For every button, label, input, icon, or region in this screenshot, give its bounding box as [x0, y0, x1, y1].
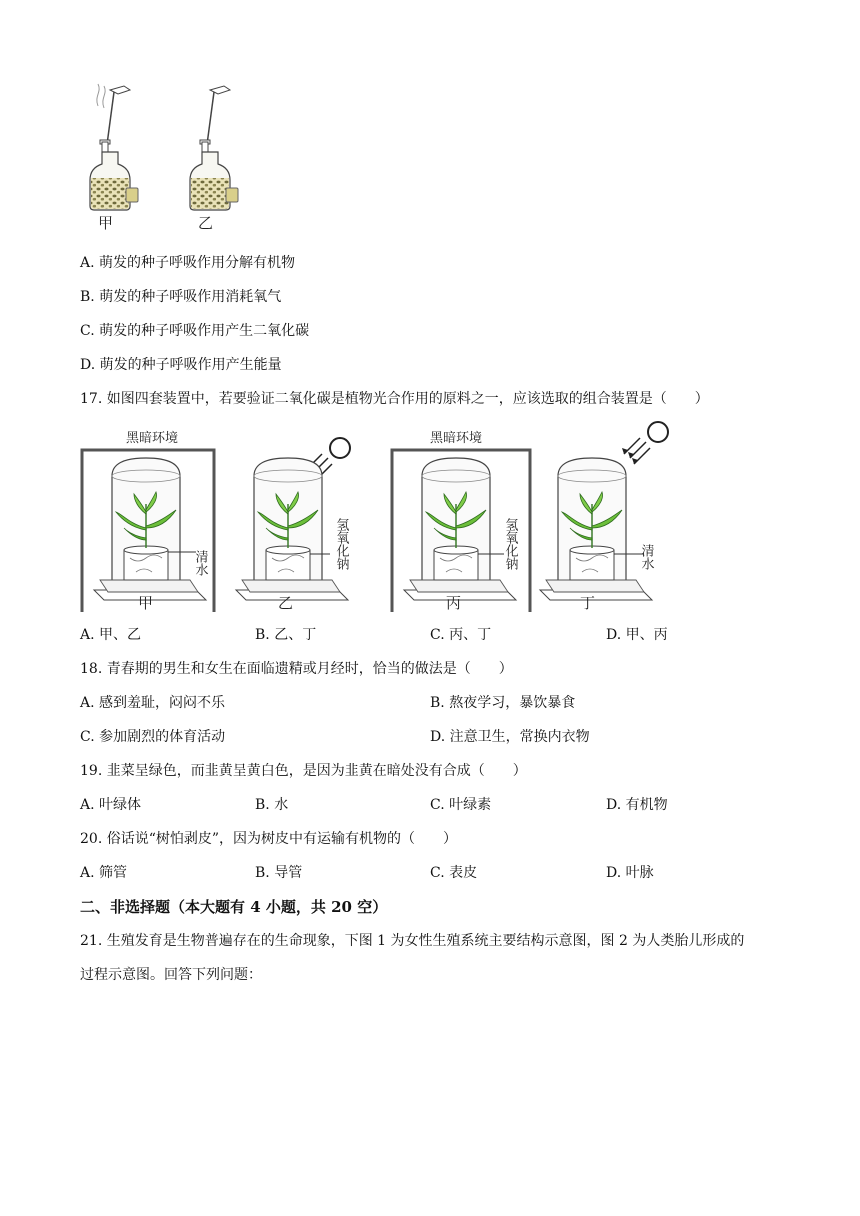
water-label-1: 清水 [192, 550, 208, 576]
q20-stem: 20. 俗话说“树怕剥皮”，因为树皮中有运输有机物的（ ） [80, 831, 458, 847]
q18-option-c: C. 参加剧烈的体育活动 [80, 729, 226, 745]
q19-option-a: A. 叶绿体 [80, 797, 142, 813]
apparatus-ding-icon [540, 422, 668, 600]
q19-stem: 19. 韭菜呈绿色，而韭黄呈黄白色，是因为韭黄在暗处没有合成（ ） [80, 763, 527, 779]
apparatus-name-yi: 乙 [278, 594, 294, 612]
q17-option-d: D. 甲、丙 [606, 627, 668, 643]
q17-option-b: B. 乙、丁 [255, 627, 317, 643]
apparatus-name-ding: 丁 [580, 594, 596, 612]
q17-option-c: C. 丙、丁 [430, 627, 492, 643]
q18-option-b: B. 熬夜学习，暴饮暴食 [430, 695, 576, 711]
water-label-2: 清水 [638, 544, 654, 570]
q17-stem: 17. 如图四套装置中，若要验证二氧化碳是植物光合作用的原料之一，应该选取的组合装置是（ ） [80, 391, 709, 407]
q16-option-c: C. 萌发的种子呼吸作用产生二氧化碳 [80, 323, 310, 339]
photosynthesis-apparatus-figure [78, 420, 698, 620]
jar-a-icon [90, 84, 138, 210]
apparatus-jia-icon [82, 450, 214, 612]
q16-option-d: D. 萌发的种子呼吸作用产生能量 [80, 357, 282, 373]
q19-option-c: C. 叶绿素 [430, 797, 492, 813]
q18-option-d: D. 注意卫生，常换内衣物 [430, 729, 590, 745]
apparatus-name-jia: 甲 [138, 594, 154, 612]
apparatus-name-bing: 丙 [446, 594, 462, 612]
q19-option-b: B. 水 [255, 797, 289, 813]
jar-b-label: 乙 [198, 214, 214, 232]
q16-option-b: B. 萌发的种子呼吸作用消耗氧气 [80, 289, 282, 305]
naoh-label-2: 氢氧化钠 [502, 518, 518, 570]
seed-jar-figure [80, 82, 250, 232]
dark-label-1: 黑暗环境 [126, 431, 179, 446]
q17-option-a: A. 甲、乙 [80, 627, 142, 643]
q20-option-a: A. 筛管 [80, 865, 128, 881]
q21-stem-line-1: 21. 生殖发育是生物普遍存在的生命现象，下图 1 为女性生殖系统主要结构示意图，图 2 为人类胎儿形成的 [80, 933, 745, 949]
q20-option-b: B. 导管 [255, 865, 303, 881]
q18-stem: 18. 青春期的男生和女生在面临遗精或月经时，恰当的做法是（ ） [80, 661, 513, 677]
q18-option-a: A. 感到羞耻，闷闷不乐 [80, 695, 226, 711]
dark-label-2: 黑暗环境 [430, 431, 483, 446]
jar-b-icon [190, 86, 238, 210]
naoh-label-1: 氢氧化钠 [333, 518, 349, 570]
section-2-heading: 二、非选择题（本大题有 4 小题，共 20 空） [80, 898, 388, 916]
q20-option-c: C. 表皮 [430, 865, 478, 881]
q21-stem-line-2: 过程示意图。回答下列问题： [80, 967, 262, 983]
q20-option-d: D. 叶脉 [606, 865, 654, 881]
q19-option-d: D. 有机物 [606, 797, 668, 813]
q16-option-a: A. 萌发的种子呼吸作用分解有机物 [80, 255, 296, 271]
jar-a-label: 甲 [98, 214, 114, 232]
